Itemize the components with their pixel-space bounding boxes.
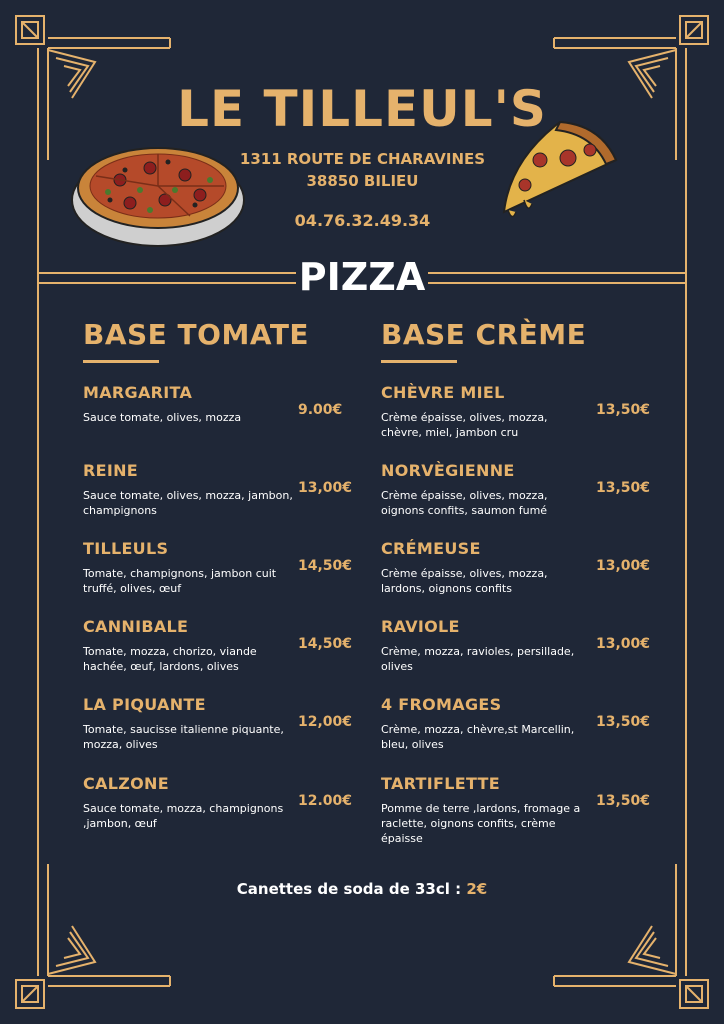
whole-pizza-icon: [72, 148, 244, 246]
item-price: 13,50€: [596, 793, 651, 809]
item-description: Sauce tomate, olives, mozza, jambon, champignons: [83, 489, 293, 517]
item-price: 13,50€: [596, 714, 651, 730]
item-name: TARTIFLETTE: [381, 774, 501, 793]
item-price: 14,50€: [298, 636, 353, 652]
item-price: 14,50€: [298, 558, 353, 574]
soda-note: [0, 880, 724, 898]
item-price: 12,00€: [298, 714, 353, 730]
column-heading-cream: BASE CRÈME: [381, 318, 587, 351]
item-price: 13,00€: [298, 480, 353, 496]
item-price: 13,00€: [596, 558, 651, 574]
item-name: MARGARITA: [83, 383, 193, 402]
column-heading-tomato: BASE TOMATE: [83, 318, 310, 351]
item-description: Crème épaisse, olives, mozza, lardons, oignons confits: [381, 567, 548, 595]
item-description: Sauce tomate, olives, mozza: [83, 411, 242, 424]
item-name: TILLEULS: [83, 539, 169, 558]
item-price: 13,50€: [596, 402, 651, 418]
section-title: PIZZA: [298, 255, 426, 299]
soda-price: 2€: [466, 880, 488, 898]
item-description: Tomate, saucisse italienne piquante, mozza, olives: [83, 723, 284, 751]
item-name: CANNIBALE: [83, 617, 189, 636]
item-price: 13,00€: [596, 636, 651, 652]
item-description: Crème épaisse, olives, mozza, oignons confits, saumon fumé: [381, 489, 548, 517]
phone-number: 04.76.32.49.34: [294, 211, 431, 230]
soda-text: Canettes de soda de 33cl :: [236, 880, 467, 898]
item-description: Sauce tomate, mozza, champignons ,jambon, œuf: [83, 802, 284, 830]
restaurant-title: LE TILLEUL'S: [177, 80, 547, 138]
heading-underline: [381, 360, 457, 363]
item-description: Tomate, mozza, chorizo, viande hachée, œuf, lardons, olives: [83, 645, 257, 673]
item-name: NORVÈGIENNE: [381, 461, 515, 480]
item-description: Crème, mozza, ravioles, persillade, olives: [381, 645, 575, 673]
item-price: 12.00€: [298, 793, 353, 809]
item-name: CALZONE: [83, 774, 169, 793]
item-name: LA PIQUANTE: [83, 695, 206, 714]
item-description: Crème épaisse, olives, mozza, chèvre, miel, jambon cru: [381, 411, 548, 439]
item-name: 4 FROMAGES: [381, 695, 502, 714]
item-price: 9.00€: [298, 402, 343, 418]
address-line-2: 38850 BILIEU: [306, 172, 419, 190]
item-name: CHÈVRE MIEL: [381, 383, 505, 402]
item-name: RAVIOLE: [381, 617, 460, 636]
item-description: Tomate, champignons, jambon cuit truffé, olives, œuf: [83, 567, 277, 595]
item-description: Crème, mozza, chèvre,st Marcellin, bleu, olives: [381, 723, 575, 751]
item-name: CRÉMEUSE: [381, 539, 481, 558]
address-line-1: 1311 ROUTE DE CHARAVINES: [239, 150, 486, 168]
item-price: 13,50€: [596, 480, 651, 496]
item-description: Pomme de terre ,lardons, fromage a raclette, oignons confits, crème épaisse: [381, 802, 581, 845]
item-name: REINE: [83, 461, 139, 480]
heading-underline: [83, 360, 159, 363]
